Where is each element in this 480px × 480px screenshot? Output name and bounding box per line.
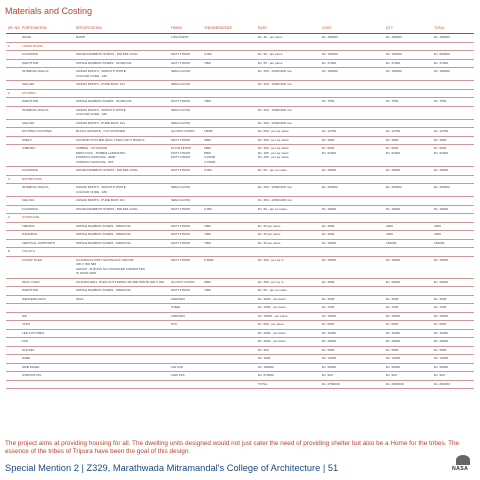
row-finish: GLOSSY FINISH xyxy=(171,279,195,284)
row-size: 4MM xyxy=(204,137,211,142)
row-total: Rs. 25000 xyxy=(434,168,449,172)
row-cost: Rs. 450000 xyxy=(322,35,338,39)
row-specification: KAJARIA FLOOR TILES BLACK ORCHID 300 X 300 MM GROUP - B RUNG NO STANDARD FORMATTES IS 15622:2006 xyxy=(76,257,145,275)
row-qty: 160000 xyxy=(386,240,397,245)
row-rate: Rs. 100000 xyxy=(258,364,274,369)
row-rate: Rs. 250 - 1000/1200 mm xyxy=(258,120,293,125)
row-specification: WHOLE BAMBOO STEMS - 50MM DIA xyxy=(76,232,131,236)
row-rate: Rs. 45 per piece xyxy=(258,232,281,236)
row-specification: ASSAM PAINTS - SMOOTH WHITE COLOUR CODE - 180 xyxy=(76,69,126,78)
row-finish: 100 KVA xyxy=(171,364,183,369)
table-row xyxy=(6,184,474,197)
row-sr-no: 2 xyxy=(8,90,10,95)
row-total: Rs. 20000 xyxy=(434,313,449,318)
row-total: Rs. 1300 xyxy=(434,305,447,309)
col-header-finish: FINISH xyxy=(171,26,183,30)
row-rate: Rs. 50 per piece xyxy=(258,223,281,228)
row-size: 7MM xyxy=(204,240,211,245)
table-row xyxy=(6,34,474,43)
row-portion: PARTITION xyxy=(22,288,39,292)
row-portion: PARTITION xyxy=(22,60,39,65)
row-rate: Rs. 3000 - per piece xyxy=(258,296,286,301)
row-size: 7MM xyxy=(204,99,211,103)
row-cost: Rs. 150000 xyxy=(322,52,338,56)
row-cost: Rs. 5500 xyxy=(322,347,335,352)
table-header xyxy=(6,25,474,34)
row-sr-no: 4 xyxy=(8,215,10,219)
table-row xyxy=(6,304,474,313)
page-footer: Special Mention 2 | Z329, Marathwada Mitramandal's College of Architecture | 51 xyxy=(5,463,339,473)
row-portion: CABINET xyxy=(22,146,36,150)
row-rate: Rs. 2000 - per piece xyxy=(258,339,286,343)
row-specification: ASSAM PAINTS - PURE BUFF 101 xyxy=(76,198,125,202)
row-qty: Rs. 50000 xyxy=(386,364,401,369)
row-specification: WHOLE BAMBOO STEMS - 50MM DIA xyxy=(76,223,131,228)
row-portion: STAIRCASE xyxy=(22,215,40,219)
row-specification: WHOLE BAMBOO STEMS - 50MM DIA xyxy=(76,288,131,292)
section-row xyxy=(6,90,474,99)
table-row xyxy=(6,287,474,296)
row-total: Rs. 500 xyxy=(434,373,445,377)
row-rate: Rs. 56 - per piece xyxy=(258,52,283,56)
row-rate: Rs. 250 - 1000/1200 mm xyxy=(258,198,293,202)
row-specification: BLACK GRANITE - CUT FINISHED xyxy=(76,129,126,133)
row-total: Rs. 4500 xyxy=(434,137,447,142)
row-qty: Rs. 7500 xyxy=(386,99,399,103)
row-specification: ASSAM PAINTS - PURE BUFF 101 xyxy=(76,82,125,86)
total-row xyxy=(6,381,474,390)
row-rate: Rs. 55 - per piece xyxy=(258,60,283,65)
row-portion: LIVING ROOM xyxy=(22,43,43,48)
table-row xyxy=(6,128,474,137)
row-qty: Rs. 15000 xyxy=(386,257,401,262)
row-rate: Rs. 2250 - per piece xyxy=(258,330,286,335)
row-total: Rs. 12750 xyxy=(434,129,449,133)
row-finish: MATT FINISH xyxy=(171,99,191,103)
row-cost: Rs. 26000 xyxy=(322,339,337,343)
row-size: 3 MM xyxy=(204,168,212,172)
row-finish: SEMI GLOSS xyxy=(171,82,191,86)
row-portion: FLOORING xyxy=(22,168,39,172)
row-qty: Rs. 5000 Rs. 52000 xyxy=(386,146,401,155)
row-rate: Rs. 250 - 1000/1200 mm xyxy=(258,107,293,112)
row-rate: TOTAL xyxy=(258,381,268,386)
row-cost: Rs. 4500 xyxy=(322,279,335,284)
row-finish: MATT FINISH xyxy=(171,288,191,292)
row-total: Rs. 50000 xyxy=(434,364,449,369)
row-divider xyxy=(6,388,474,389)
col-header-qty: QTY xyxy=(386,26,393,30)
row-finish: PLAIN FINISH MATT FINISH MATT FINISH xyxy=(171,146,191,159)
row-total: Rs. 5000 Rs. 52000 xyxy=(434,146,449,155)
row-total: Rs. 27000 xyxy=(434,60,449,65)
row-size: 7MM xyxy=(204,232,211,236)
row-portion: FLOORING xyxy=(22,206,39,211)
nasa-logo xyxy=(452,455,474,475)
row-cost: Rs. 150000 xyxy=(322,69,338,73)
table-row xyxy=(6,137,474,146)
row-specification: WHOLE BAMBOO STEMS - 50 MM DIA xyxy=(76,60,132,65)
row-qty: Rs. 6500 xyxy=(386,322,399,326)
row-finish: MATT FINISH xyxy=(171,206,191,211)
row-finish: CERAMIC xyxy=(171,313,186,318)
row-rate: Rs. 400 - per sq metre xyxy=(258,137,289,142)
row-cost: Rs. 12750 xyxy=(322,129,337,133)
row-rate: Rs. 250 xyxy=(258,347,269,352)
row-finish: GLOSSY FINISH xyxy=(171,129,195,133)
row-finish: MATT FINISH xyxy=(171,168,191,172)
row-portion: CEILING xyxy=(22,120,35,125)
row-total: Rs. 800000 xyxy=(434,52,450,56)
section-row xyxy=(6,43,474,52)
col-header-cost: COST xyxy=(322,26,332,30)
row-rate: Rs. 30 - per piece xyxy=(258,35,283,39)
row-cost: Rs. 16000 xyxy=(322,240,337,245)
row-finish: MATT FINISH xyxy=(171,232,191,236)
row-cost: Rs. 2750000 xyxy=(322,381,340,386)
row-qty: Rs. 5500 xyxy=(386,347,399,352)
row-qty: Rs. 26000 xyxy=(386,339,401,343)
row-total: Rs. 3000 xyxy=(434,296,447,301)
row-specification: ASSAM PAINTS - SMOOTH WHITE COLOUR CODE - 180 xyxy=(76,107,126,116)
row-portion: TAPS xyxy=(22,322,30,326)
row-rate: Rs. 675000 xyxy=(258,373,274,377)
table-row xyxy=(6,68,474,81)
row-portion: BATHROOMS xyxy=(22,176,42,181)
row-portion: SHELF xyxy=(22,137,32,142)
row-size: 7MM xyxy=(204,288,211,292)
col-header-sr-no: SR. NO. xyxy=(8,26,21,30)
row-finish: CERAMIC xyxy=(171,296,186,301)
row-portion: SOCKET xyxy=(22,347,35,352)
row-rate: Rs. 250 - 1000/1200 mm xyxy=(258,69,293,73)
page-title: Materials and Costing xyxy=(5,6,93,16)
section-row xyxy=(6,214,474,223)
row-specification: WOVEN BAMBOO STRIPS - 500 MM LONG xyxy=(76,206,138,211)
row-portion: LED FIXTURES xyxy=(22,330,45,335)
row-total: 2500 xyxy=(434,232,441,236)
row-portion: HANDRAIL xyxy=(22,232,38,236)
row-portion: WC xyxy=(22,313,28,318)
row-cost: Rs. 3000 xyxy=(322,296,335,301)
row-cost: Rs. 6500 xyxy=(322,322,335,326)
row-specification: ASSAM PAINTS - SMOOTH WHITE COLOUR CODE - 180 xyxy=(76,185,126,194)
row-cost: Rs. 12000 xyxy=(322,356,337,360)
row-qty: Rs. 150000 xyxy=(386,52,402,56)
row-rate: Rs. 56 - per sq metre xyxy=(258,206,288,211)
table-row xyxy=(6,81,474,90)
row-cost: Rs. 35000 xyxy=(322,257,337,262)
row-cost: Rs. 10000 xyxy=(322,313,337,318)
row-finish: MATT FINISH xyxy=(171,223,191,228)
row-qty: 2500 xyxy=(386,232,393,236)
row-portion: WALL TILES xyxy=(22,279,40,284)
row-rate: Rs. 400 - per sq metre Rs. 185 - per sq metre Rs. 400 - per sq metre xyxy=(258,146,289,159)
row-qty: Rs. 150000 xyxy=(386,69,402,73)
table-row xyxy=(6,279,474,288)
row-specification: NINA xyxy=(76,296,84,301)
row-qty: Rs. 2500000 xyxy=(386,381,404,386)
table-row xyxy=(6,257,474,279)
row-finish: LITE FINISH xyxy=(171,35,189,39)
row-cost: Rs. 350000 xyxy=(322,185,338,189)
row-portion: INTERNAL WALLS xyxy=(22,107,49,112)
row-cost: Rs. 500 xyxy=(322,373,333,377)
table-row xyxy=(6,313,474,322)
table-row xyxy=(6,364,474,373)
row-qty: Rs. 3000 xyxy=(386,296,399,301)
col-header-total: TOTAL xyxy=(434,26,445,30)
row-qty: Rs. 350000 xyxy=(386,185,402,189)
row-qty: Rs. 27000 xyxy=(386,60,401,65)
row-cost: Rs. 15000 xyxy=(322,206,337,211)
table-row xyxy=(6,120,474,129)
row-total: Rs. 26000 xyxy=(434,339,449,343)
row-cost: Rs. 4500 xyxy=(322,137,335,142)
row-portion: TOILETS xyxy=(22,249,35,253)
row-qty: Rs. 15250 xyxy=(386,330,401,335)
row-rate: Rs. 250 - 1000/1200 mm xyxy=(258,185,293,189)
row-finish: SEMI GLOSS xyxy=(171,198,191,202)
costing-table xyxy=(6,25,474,389)
row-cost: Rs. 50000 xyxy=(322,364,337,369)
row-rate: Rs. 400 - per sq m xyxy=(258,257,284,262)
row-total: Rs. 5500 xyxy=(434,347,447,352)
row-finish: MATT FINISH xyxy=(171,240,191,245)
table-row xyxy=(6,197,474,206)
col-header-size: THICKNESS/SIZE xyxy=(204,26,232,30)
section-row xyxy=(6,248,474,257)
table-row xyxy=(6,167,474,176)
table-body xyxy=(6,34,474,389)
col-header-portion: PORTION/ITEM xyxy=(22,26,47,30)
row-portion: FAN xyxy=(22,339,29,343)
table-row xyxy=(6,355,474,364)
row-total: Rs. 450000 xyxy=(434,35,450,39)
row-rate: Rs. 10000 - per piece xyxy=(258,313,288,318)
row-portion: KITCHEN xyxy=(22,90,36,95)
row-size: 15MM xyxy=(204,129,213,133)
row-total: Rs. 15250 xyxy=(434,330,449,335)
section-row xyxy=(6,176,474,185)
row-specification: ASSAM PAINTS - PURE BUFF 101 xyxy=(76,120,125,125)
row-finish: MATT FINISH xyxy=(171,60,191,65)
row-sr-no: 1 xyxy=(8,43,10,48)
row-rate: Rs. 650 - per sq metre xyxy=(258,129,289,133)
col-header-rate: RATE xyxy=(258,26,267,30)
row-qty: Rs. 450000 xyxy=(386,35,402,39)
row-size: 6.5MM xyxy=(204,257,214,262)
row-size: 7MM xyxy=(204,60,211,65)
row-total: Rs. 800000 xyxy=(434,381,450,386)
row-portion: MCB PANEL xyxy=(22,364,40,369)
row-rate: Rs. 45 per piece xyxy=(258,240,281,245)
row-specification: RAMP xyxy=(76,35,85,39)
row-specification: WOVEN BAMBOO STRIPS - 500 MM LONG xyxy=(76,168,138,172)
table-row xyxy=(6,223,474,232)
row-portion: TREADS xyxy=(22,223,35,228)
row-specification: KAUSHIK KITCHEN WALL TILES ONYX BIANCA xyxy=(76,137,145,142)
table-row xyxy=(6,145,474,167)
table-row xyxy=(6,231,474,240)
row-finish: MATT FINISH xyxy=(171,257,191,262)
table-row xyxy=(6,296,474,305)
row-portion: WIRE xyxy=(22,356,31,360)
row-qty: Rs. 50000 xyxy=(386,279,401,284)
row-size: 6MM 8MM 4.25MM 4.75MM xyxy=(204,146,216,164)
row-cost: Rs. 1300 xyxy=(322,305,335,309)
row-cost: Rs. 27000 xyxy=(322,60,337,65)
col-header-specification: SPECIFICATION xyxy=(76,26,102,30)
row-size: 7MM xyxy=(204,223,211,228)
row-specification: UMBRAL - PLYWOOD BIRCH RAK - TIMBER LAMINATES FORMICA SURFACE - 8MM FORMICA SURFACE - 8FT xyxy=(76,146,126,164)
row-total: Rs. 12000 xyxy=(434,356,449,360)
row-portion: WESTERN WCS xyxy=(22,296,46,301)
row-portion: KITCHEN COUNTER xyxy=(22,129,52,133)
row-qty: Rs. 20000 xyxy=(386,313,401,318)
row-rate: Rs. 500 - per piece xyxy=(258,322,285,326)
row-qty: Rs. 12000 xyxy=(386,356,401,360)
row-portion: PARTITION xyxy=(22,99,39,103)
row-specification: KAJARIA WALL TILES GLITTERING SILVER WHITE 200 X 300 xyxy=(76,279,165,284)
row-cost: Rs. 5000 Rs. 52000 xyxy=(322,146,337,155)
table-row xyxy=(6,372,474,381)
row-total: 160000 xyxy=(434,240,445,245)
row-finish: PVC xyxy=(171,322,178,326)
row-total: Rs. 35000 xyxy=(434,257,449,262)
row-qty: Rs. 15000 xyxy=(386,206,401,211)
row-total: Rs. 15000 xyxy=(434,206,449,211)
row-rate: Rs. 360 - per sq m xyxy=(258,279,284,284)
row-size: 3 MM xyxy=(204,52,212,56)
row-qty: Rs. 25000 xyxy=(386,168,401,172)
row-portion: VERTICAL SUPPORTS xyxy=(22,240,55,245)
row-portion: CEILING xyxy=(22,82,35,86)
row-total: 3000 xyxy=(434,223,441,228)
row-finish: SEMI GLOSS xyxy=(171,107,191,112)
row-rate: Rs. 1300 - per piece xyxy=(258,305,286,309)
table-row xyxy=(6,240,474,249)
row-sr-no: 5 xyxy=(8,249,10,253)
row-finish: SEMI GLOSS xyxy=(171,185,191,189)
table-row xyxy=(6,51,474,60)
row-total: Rs. 6500 xyxy=(434,322,447,326)
row-total: Rs. 180000 xyxy=(434,69,450,73)
row-cost: Rs. 7500 xyxy=(322,99,335,103)
row-qty: Rs. 12750 xyxy=(386,129,401,133)
table-row xyxy=(6,206,474,215)
table-row xyxy=(6,98,474,107)
row-portion: FLOOR TILES xyxy=(22,257,43,262)
row-portion: WASH xyxy=(22,35,32,39)
row-specification: WHOLE BAMBOO STEMS - 50 MM DIA xyxy=(76,99,132,103)
row-qty: Rs. 1300 xyxy=(386,305,399,309)
row-rate: Rs. 1000 xyxy=(258,356,271,360)
row-portion: INTERNAL WALLS xyxy=(22,185,49,189)
row-qty: 2000 xyxy=(386,223,393,228)
row-finish: 1000 KVA xyxy=(171,373,185,377)
row-finish: STEEL xyxy=(171,305,181,309)
row-rate: Rs. 55 - per sq metre xyxy=(258,288,288,292)
row-qty: Rs. 4500 xyxy=(386,137,399,142)
row-finish: MATT FINISH xyxy=(171,137,191,142)
table-row xyxy=(6,330,474,339)
table-row xyxy=(6,60,474,69)
row-cost: Rs. 3000 xyxy=(322,223,335,228)
row-cost: Rs. 25000 xyxy=(322,168,337,172)
row-portion: SUBSTATION xyxy=(22,373,42,377)
table-row xyxy=(6,321,474,330)
row-portion: CEILING xyxy=(22,198,35,202)
row-size: 3 MM xyxy=(204,206,212,211)
row-portion: INTERNAL WALLS xyxy=(22,69,49,73)
project-description: The project aims at providing housing for all. The dwelling units designed would not just cater the need of providing shelter but also be a Home for the tribes. The essence of the tribes of Tripura have been the goal of this design. xyxy=(5,440,460,456)
logo-text: NASA xyxy=(452,466,469,472)
row-finish: SEMI GLOSS xyxy=(171,120,191,125)
row-size: 6MM xyxy=(204,279,211,284)
row-finish: MATT FINISH xyxy=(171,52,191,56)
row-total: Rs. 50000 xyxy=(434,279,449,284)
row-rate: Rs. 250 - 1000/1200 mm xyxy=(258,82,293,86)
table-row xyxy=(6,338,474,347)
row-rate: Rs. 56 - per sq metre xyxy=(258,168,288,172)
row-portion: FLOORING xyxy=(22,52,39,56)
logo-icon xyxy=(456,455,470,465)
table-row xyxy=(6,347,474,356)
row-qty: Rs. 500 xyxy=(386,373,397,377)
row-total: Rs. 350000 xyxy=(434,185,450,189)
row-cost: Rs. 4500 xyxy=(322,232,335,236)
row-cost: Rs. 15250 xyxy=(322,330,337,335)
table-row xyxy=(6,107,474,120)
row-specification: WOVEN BAMBOO STRIPS - 500 MM LONG xyxy=(76,52,138,56)
row-sr-no: 3 xyxy=(8,176,10,181)
row-finish: SEMI GLOSS xyxy=(171,69,191,73)
row-total: Rs. 7500 xyxy=(434,99,447,103)
row-specification: WHOLE BAMBOO STEMS - 50MM DIA xyxy=(76,240,131,245)
